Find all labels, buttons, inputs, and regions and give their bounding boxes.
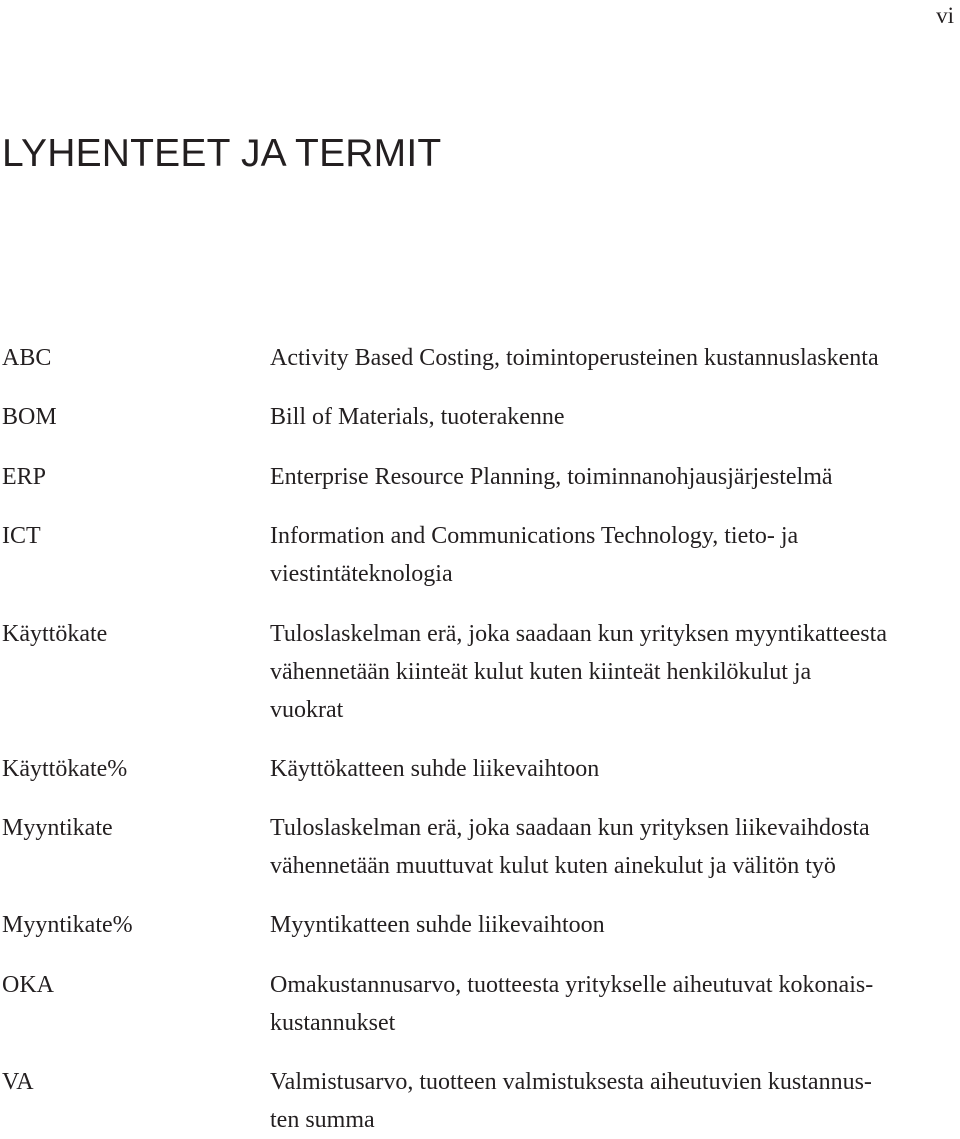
term-bom: BOM <box>2 404 57 430</box>
definition-bom <box>270 398 960 436</box>
term-myyntikate: Myyntikate <box>2 815 113 841</box>
definition-kayttokate <box>270 615 960 729</box>
term-kayttokate: Käyttökate <box>2 621 108 647</box>
definition-kayttokate-percent <box>270 750 960 788</box>
definition-line: Enterprise Resource Planning, toiminnanohjausjärjestelmä <box>270 464 833 490</box>
definition-erp <box>270 458 960 496</box>
term-va: VA <box>2 1069 34 1095</box>
definition-line: Käyttökatteen suhde liikevaihtoon <box>270 756 600 782</box>
definition-oka <box>270 966 960 1042</box>
term-abc: ABC <box>2 345 52 371</box>
definition-line: vähennetään muuttuvat kulut kuten ainekulut ja välitön työ <box>270 853 836 879</box>
page-number: vi <box>936 3 954 28</box>
term-ict: ICT <box>2 523 41 549</box>
definition-line: kustannukset <box>270 1010 396 1036</box>
definition-line: Tuloslaskelman erä, joka saadaan kun yrityksen liikevaihdosta <box>270 815 870 841</box>
definition-line: Myyntikatteen suhde liikevaihtoon <box>270 912 605 938</box>
term-oka: OKA <box>2 972 54 998</box>
definition-line: ten summa <box>270 1107 375 1133</box>
definition-myyntikate-percent <box>270 906 960 944</box>
definition-ict <box>270 517 960 593</box>
definition-abc <box>270 339 960 377</box>
definition-va <box>270 1063 960 1139</box>
definition-line: Valmistusarvo, tuotteen valmistuksesta aiheutuvien kustannus- <box>270 1069 872 1095</box>
definition-line: vuokrat <box>270 697 344 723</box>
term-kayttokate-percent: Käyttökate% <box>2 756 128 782</box>
definition-myyntikate <box>270 809 960 885</box>
definition-line: Bill of Materials, tuoterakenne <box>270 404 565 430</box>
definition-line: Tuloslaskelman erä, joka saadaan kun yrityksen myyntikatteesta vähennetään kiinteät kulut kuten kiinteät henkilökulut ja <box>270 621 887 685</box>
definition-line: viestintäteknologia <box>270 561 453 587</box>
definition-line: Omakustannusarvo, tuotteesta yritykselle aiheutuvat kokonais- <box>270 972 874 998</box>
page-title: LYHENTEET JA TERMIT <box>2 132 442 175</box>
definition-line: Activity Based Costing, toimintoperusteinen kustannuslaskenta <box>270 345 879 371</box>
term-myyntikate-percent: Myyntikate% <box>2 912 133 938</box>
definition-line: Information and Communications Technology, tieto- ja <box>270 523 799 549</box>
term-erp: ERP <box>2 464 47 490</box>
